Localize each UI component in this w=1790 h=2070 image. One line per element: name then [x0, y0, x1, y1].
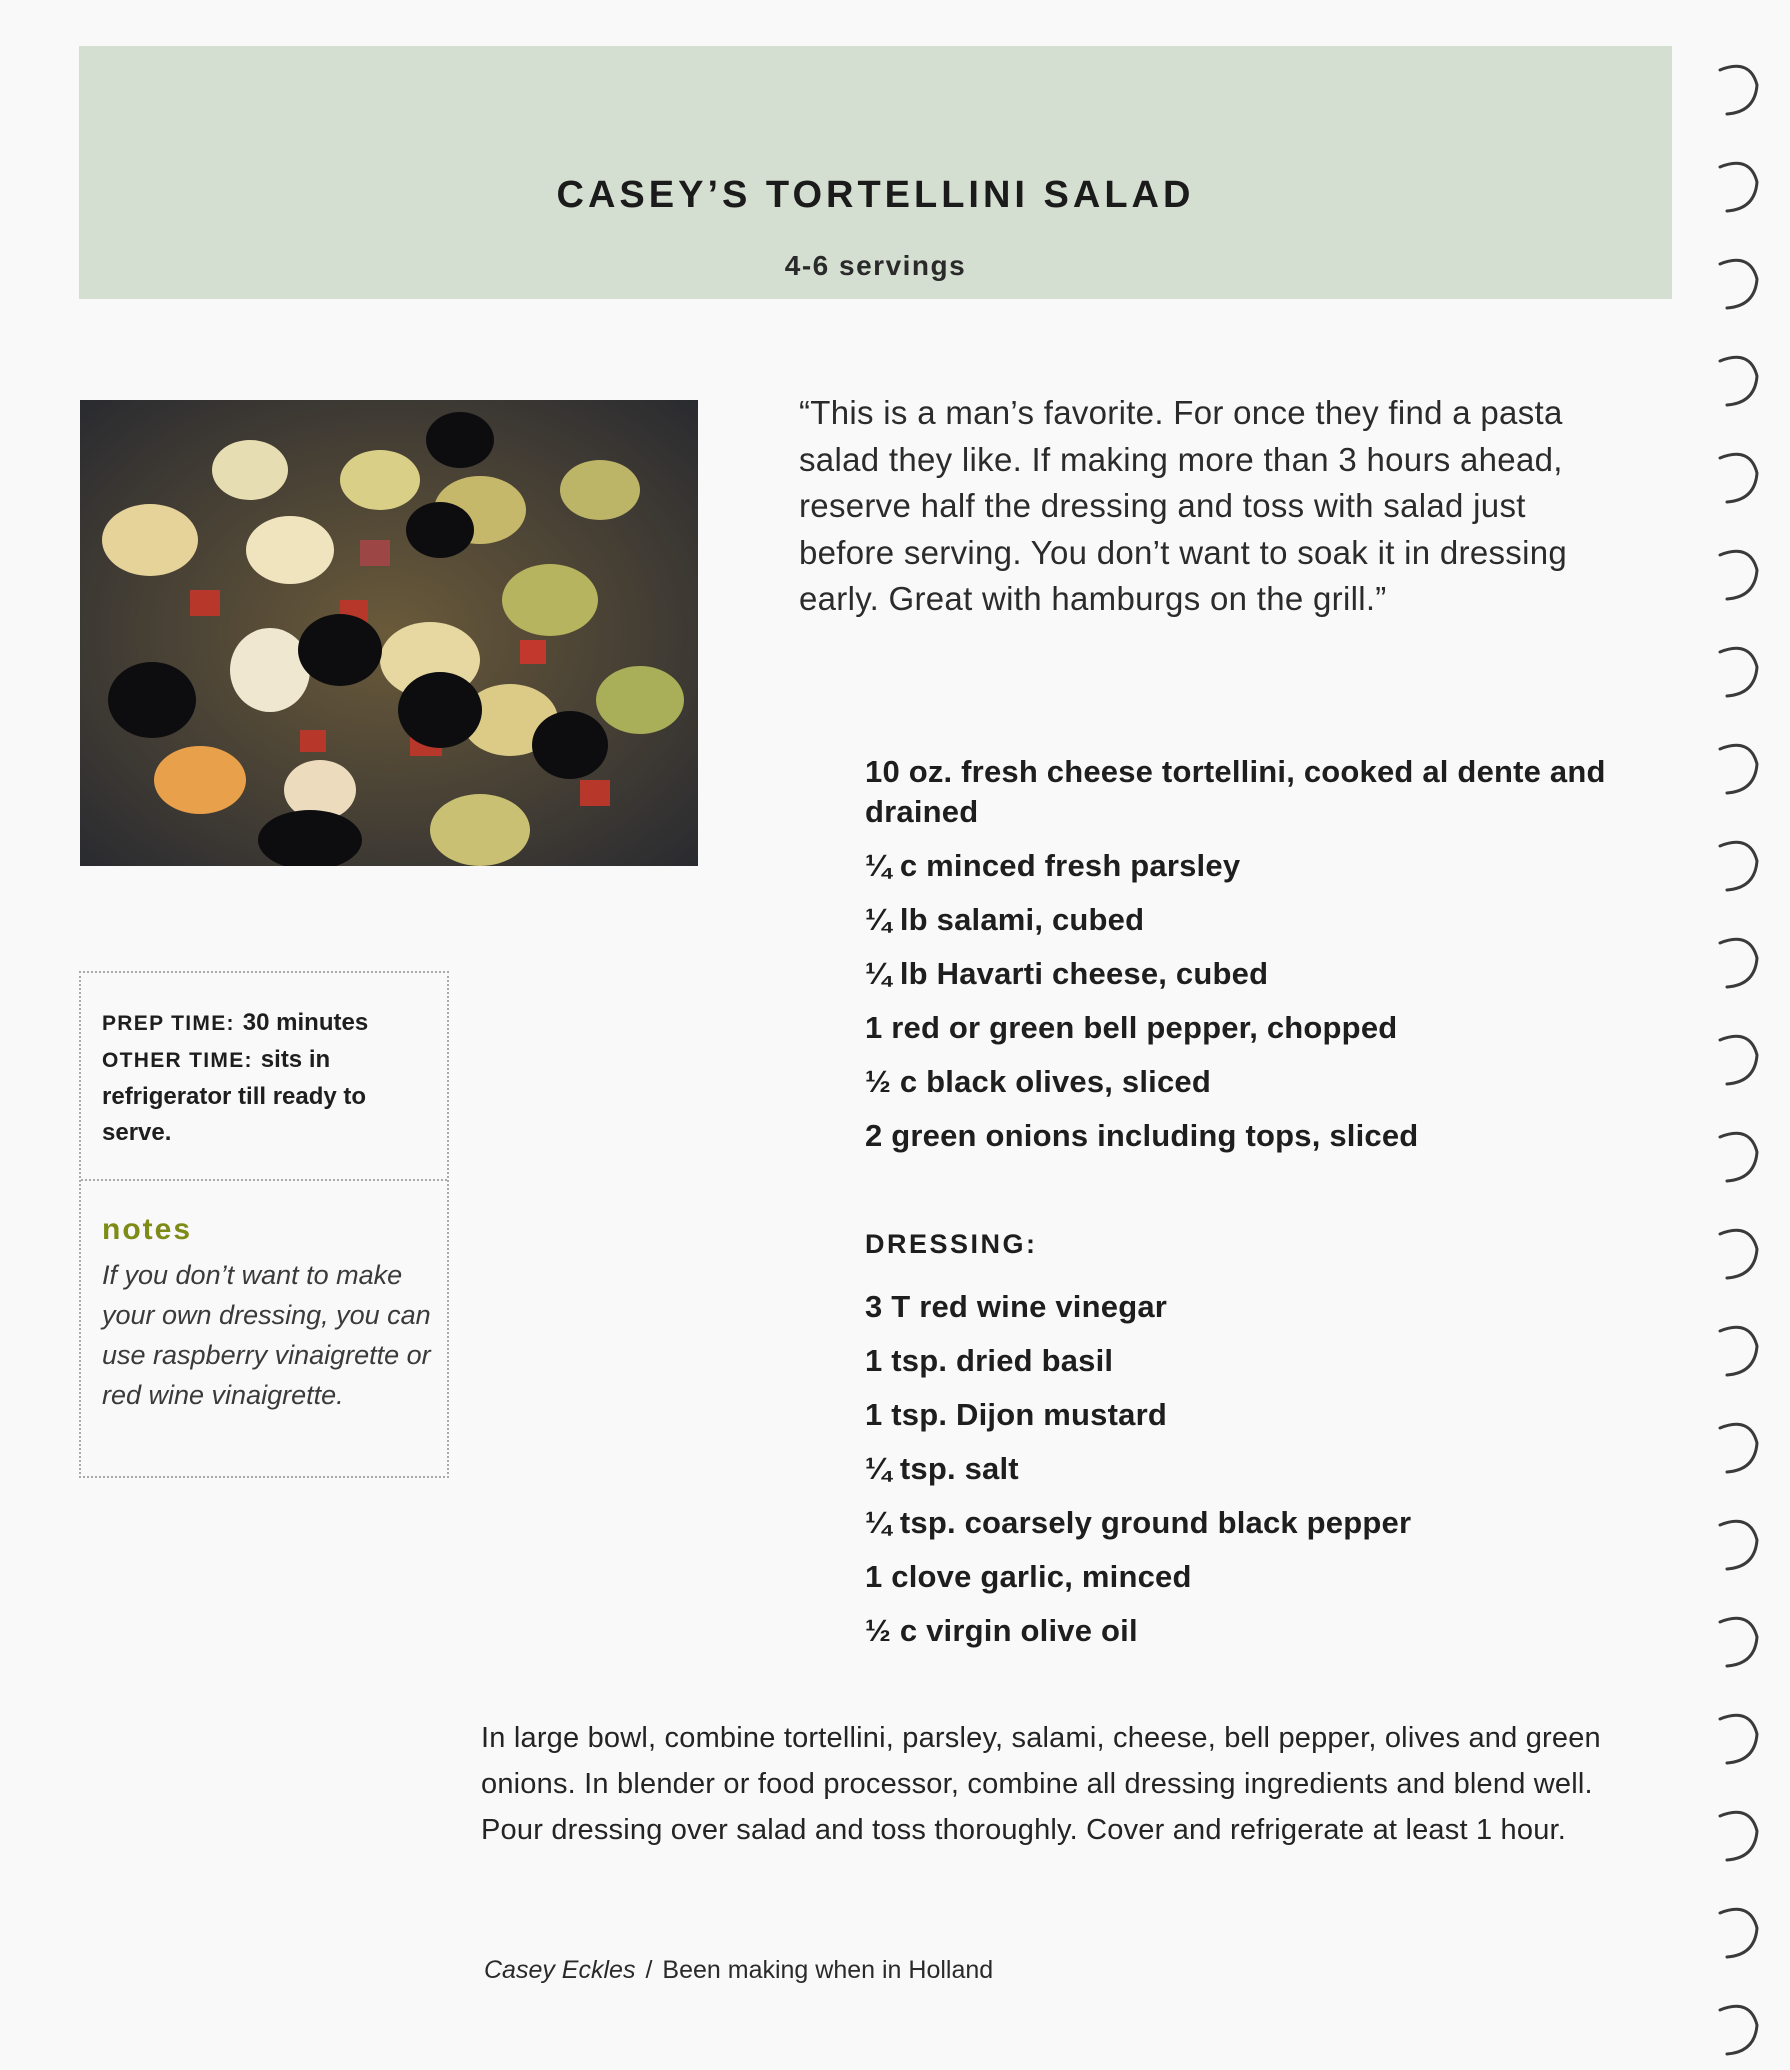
prep-time-value: 30 minutes: [242, 1009, 369, 1036]
recipe-title: CASEY’S TORTELLINI SALAD: [556, 174, 1195, 216]
spiral-binding-holes-icon: [1705, 50, 1775, 2070]
directions: In large bowl, combine tortellini, parsley, salami, cheese, bell pepper, olives and green onions. In blender or food processor, combine all dressing ingredients and blend well. Pour dressing over salad and toss thoroughly. Cover and refrigerate at least 1 hour.: [481, 1722, 1601, 1846]
list-item: 2 green onions including tops, sliced: [865, 1118, 1419, 1153]
notes-text: If you don’t want to make your own dressing, you can use raspberry vinaigrette or red wine vinaigrette.: [102, 1260, 431, 1410]
list-item: 1 tsp. Dijon mustard: [865, 1397, 1167, 1432]
list-item: 1 red or green bell pepper, chopped: [865, 1010, 1398, 1045]
list-item: ¼ c minced fresh parsley: [865, 848, 1241, 883]
title-banner: [79, 46, 1672, 299]
notes-title: notes: [102, 1213, 193, 1246]
list-item: ½ c black olives, sliced: [865, 1064, 1211, 1099]
dressing-heading: DRESSING:: [865, 1229, 1038, 1259]
attribution-separator: /: [645, 1956, 653, 1984]
other-time-value: sits in refrigerator till ready to serve.: [102, 1046, 367, 1146]
list-item: 3 T red wine vinegar: [865, 1289, 1168, 1324]
author-name: Casey Eckles: [484, 1956, 636, 1984]
ingredient-list: [865, 752, 1645, 1170]
recipe-intro-quote: “This is a man’s favorite. For once they find a pasta salad they like. If making more than 3 hours ahead, reserve half the dressing and toss with salad just before serving. You don’t want to soak it in dressing early. Great with hamburgs on the grill.”: [799, 394, 1568, 617]
prep-time-label: PREP TIME:: [102, 1012, 235, 1035]
list-item: ¼ tsp. coarsely ground black pepper: [865, 1505, 1412, 1540]
info-sidebox: [79, 971, 449, 1478]
dressing-list: [865, 1287, 1645, 1665]
other-time-label: OTHER TIME:: [102, 1049, 253, 1072]
list-item: ¼ lb salami, cubed: [865, 902, 1145, 937]
sidebox-divider: [81, 1179, 447, 1181]
list-item: ¼ tsp. salt: [865, 1451, 1019, 1486]
list-item: ¼ lb Havarti cheese, cubed: [865, 956, 1269, 991]
attribution-note: Been making when in Holland: [662, 1956, 994, 1984]
servings: 4-6 servings: [784, 250, 967, 281]
salad-photo-illustration: [80, 400, 698, 866]
list-item: ½ c virgin olive oil: [865, 1613, 1138, 1648]
salad-photo: [80, 400, 698, 866]
time-info: [102, 1005, 432, 1151]
attribution: [484, 1956, 993, 1985]
list-item: 1 tsp. dried basil: [865, 1343, 1114, 1378]
list-item: 10 oz. fresh cheese tortellini, cooked al dente and drained: [865, 754, 1606, 829]
list-item: 1 clove garlic, minced: [865, 1559, 1192, 1594]
